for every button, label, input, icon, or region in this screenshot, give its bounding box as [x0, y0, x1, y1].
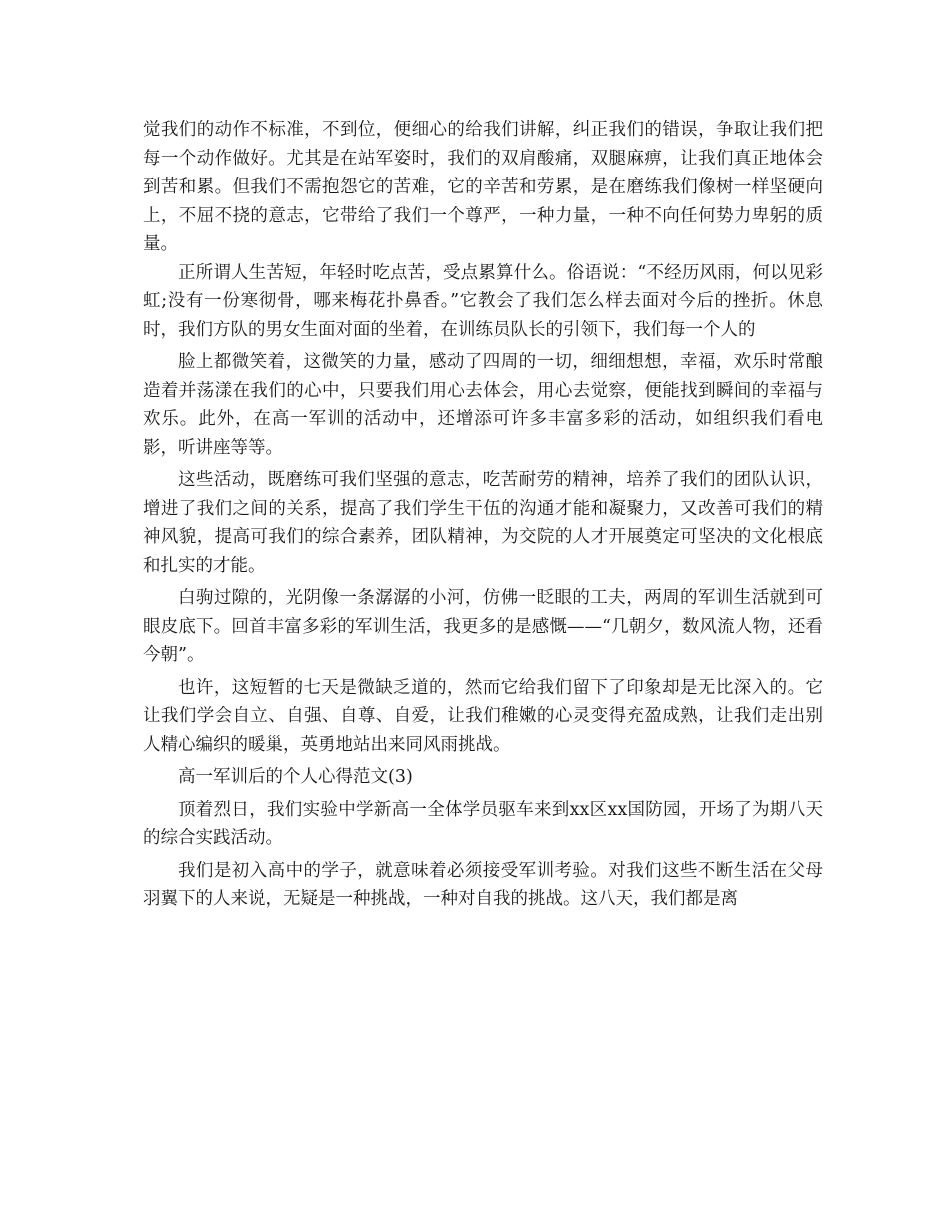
- document-page: [143, 116, 823, 914]
- paragraph-2: 正所谓人生苦短，年轻时吃点苦，受点累算什么。俗语说：“不经历风雨，何以见彩虹;没有一份寒彻骨，哪来梅花扑鼻香。”它教会了我们怎么样去面对今后的挫折。休息时，我们方队的男女生面对面的坐着，在训练员队长的引领下，我们每一个人的: [143, 262, 823, 340]
- section-heading: 高一军训后的个人心得范文(3): [178, 767, 413, 787]
- paragraph-3: 脸上都微笑着，这微笑的力量，感动了四周的一切，细细想想，幸福，欢乐时常酿造着并荡漾在我们的心中，只要我们用心去体会，用心去觉察，便能找到瞬间的幸福与欢乐。此外，在高一军训的活动中，还增添可许多丰富多彩的活动，如组织我们看电影，听讲座等等。: [143, 352, 823, 458]
- paragraph-1: 觉我们的动作不标准，不到位，便细心的给我们讲解，纠正我们的错误，争取让我们把每一个动作做好。尤其是在站军姿时，我们的双肩酸痛，双腿麻痹，让我们真正地体会到苦和累。但我们不需抱怨它的苦难，它的辛苦和劳累，是在磨练我们像树一样坚硬向上，不屈不挠的意志，它带给了我们一个尊严，一种力量，一种不向任何势力卑躬的质量。: [143, 120, 823, 254]
- paragraph-7: 顶着烈日，我们实验中学新高一全体学员驱车来到xx区xx国防园，开场了为期八天的综合实践活动。: [143, 799, 823, 848]
- paragraph-4: 这些活动，既磨练可我们坚强的意志，吃苦耐劳的精神，培养了我们的团队认识，增进了我们之间的关系，提高了我们学生干伍的沟通才能和凝聚力，又改善可我们的精神风貌，提高可我们的综合素养，团队精神，为交院的人才开展奠定可坚决的文化根底和扎实的才能。: [143, 470, 823, 576]
- paragraph-6: 也许，这短暂的七天是微缺乏道的，然而它给我们留下了印象却是无比深入的。它让我们学会自立、自强、自尊、自爱，让我们稚嫩的心灵变得充盈成熟，让我们走出别人精心编织的暖巢，英勇地站出来同风雨挑战。: [143, 677, 823, 755]
- paragraph-8: 我们是初入高中的学子，就意味着必须接受军训考验。对我们这些不断生活在父母羽翼下的人来说，无疑是一种挑战，一种对自我的挑战。这八天，我们都是离: [143, 860, 823, 909]
- paragraph-5: 白驹过隙的，光阴像一条潺潺的小河，仿佛一眨眼的工夫，两周的军训生活就到可眼皮底下。回首丰富多彩的军训生活，我更多的是感慨——“几朝夕，数风流人物，还看今朝”。: [143, 588, 823, 665]
